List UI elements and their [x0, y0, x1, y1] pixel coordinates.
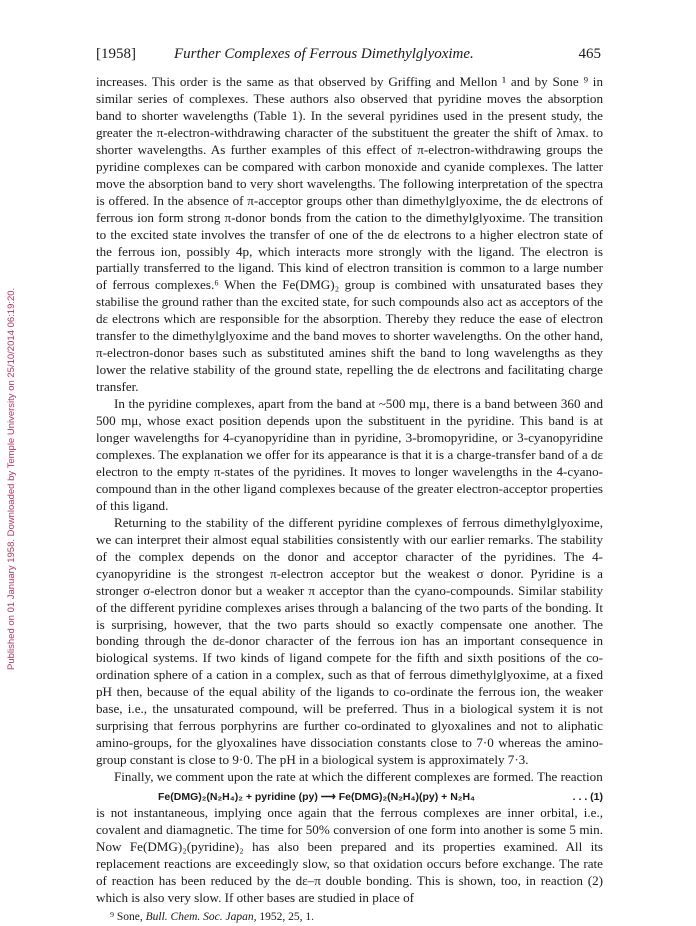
running-header [96, 46, 601, 66]
download-watermark [4, 150, 18, 670]
paragraph: increases. This order is the same as that observed by Griffing and Mellon ¹ and by Sone ⁹ in similar series of complexes. These authors also observed that pyridine moves the absorption band to shorter wavelengths (Table 1). In the several pyridines used in the present study, the greater the π-electron-withdrawing character of the substituent the greater the shift of λmax. to shorter wavelengths. As further examples of this effect of π-electron-withdrawing groups the pyridine complexes can be compared with carbon monoxide and cyanide complexes. The latter move the absorption band to very short wavelengths. The following interpretation of the spectra is offered. In the absence of π-acceptor groups other than dimethylglyoxime, the dε electrons of ferrous ion form strong π-donor bonds from the cation to the dimethylglyoxime. The transition to the excited state involves the transfer of one of the dε electrons to a higher electron state of the ferrous ion, possibly 4p, which interacts more strongly with the ligand. The electron is partially transferred to the ligand. This kind of electron transition is common to a large number of ferrous complexes.⁶ When the Fe(DMG)₂ group is combined with unsaturated bases they stabilise the ground rather than the excited state, for such compounds also act as acceptors of the dε electrons which are responsible for the absorption. Thereby they reduce the ease of electron transfer to the dimethylglyoxime and the band moves to shorter wavelengths. On the other hand, π-electron-donor bases such as substituted amines shift the band to long wavelengths as they lower the relative stability of the ground state, repelling the dε electrons and facilitating charge transfer. [96, 74, 603, 395]
footnote-authors: Sone, [116, 910, 143, 923]
body-text [96, 74, 603, 926]
paragraph: In the pyridine complexes, apart from the band at ~500 mμ, there is a band between 360 and 500 mμ, whose exact position depends upon the substituent in the pyridine. This band is at longer wavelengths for 4-cyanopyridine than in pyridine, 3-bromopyridine, or 3-cyanopyridine complexes. The explanation we offer for its appearance is that it is a charge-transfer band of a dε electron to the empty π-states of the pyridines. It moves to longer wavelengths in the 4-cyano-compound than in the other ligand complexes because of the greater electron-acceptor properties of this ligand. [96, 396, 603, 513]
footnote-journal: Bull. Chem. Soc. Japan, [145, 910, 257, 923]
footnote [96, 909, 603, 926]
watermark-text: Published on 01 January 1958. Downloaded by Temple University on 25/10/2014 06:19:20. [6, 287, 17, 670]
header-title: Further Complexes of Ferrous Dimethylglyoxime. [174, 46, 474, 62]
equation-text: Fe(DMG)₂(N₂H₄)₂ + pyridine (py) ⟶ Fe(DMG)₂(N₂H₄)(py) + N₂H₄ [158, 791, 476, 804]
paragraph: is not instantaneous, implying once again that the ferrous complexes are inner orbital, i.e., covalent and diamagnetic. The time for 50% conversion of one form into another is some 5 min. Now Fe(DMG)₂(pyridine)₂ has also been prepared and its properties examined. All its replacement reactions are exceedingly slow, so that oxidation occurs before exchange. The rate of reaction has been reduced by the dε–π double bonding. This is shown, too, in reaction (2) which is also very slow. If other bases are studied in place of [96, 805, 603, 905]
footnote-details: 1952, 25, 1. [259, 910, 314, 923]
paragraph: Finally, we comment upon the rate at which the different complexes are formed. The reaction [114, 769, 603, 785]
page-number: 465 [578, 46, 601, 62]
header-year: [1958] [96, 46, 136, 62]
reaction-equation [96, 786, 603, 805]
equation-number: . . . (1) [572, 791, 603, 804]
paragraph: Returning to the stability of the different pyridine complexes of ferrous dimethylglyoxime, we can interpret their almost equal stabilities consistently with our earlier remarks. The stability of the complex depends on the donor and acceptor character of the pyridines. The 4-cyanopyridine is the strongest π-electron acceptor but the weakest σ donor. Pyridine is a stronger σ-electron donor but a weaker π acceptor than the cyano-compounds. Similar stability of the different pyridine complexes arises through a balancing of the two parts of the bonding. It is surprising, however, that the two parts should so exactly compensate one another. The bonding through the dε-donor character of the ferrous ion has an important consequence in biological systems. If two kinds of ligand compete for the fifth and sixth positions of the co-ordination sphere of a cation in a complex, such as that of ferrous dimethylglyoxime, at a fixed pH then, because of the equal ability of the ligands to co-ordinate the ferrous ion, the weaker base, i.e., the unsaturated compound, will be preferred. Thus in a biological system it is not surprising that ferrous porphyrins are further co-ordinated to glyoxalines and not to aliphatic amino-groups, for the glyoxalines have dissociation constants close to 7·0 whereas the amino-group constant is close to 9·0. The pH in a biological system is approximately 7·3. [96, 514, 603, 768]
footnote-mark: ⁹ [110, 910, 115, 923]
